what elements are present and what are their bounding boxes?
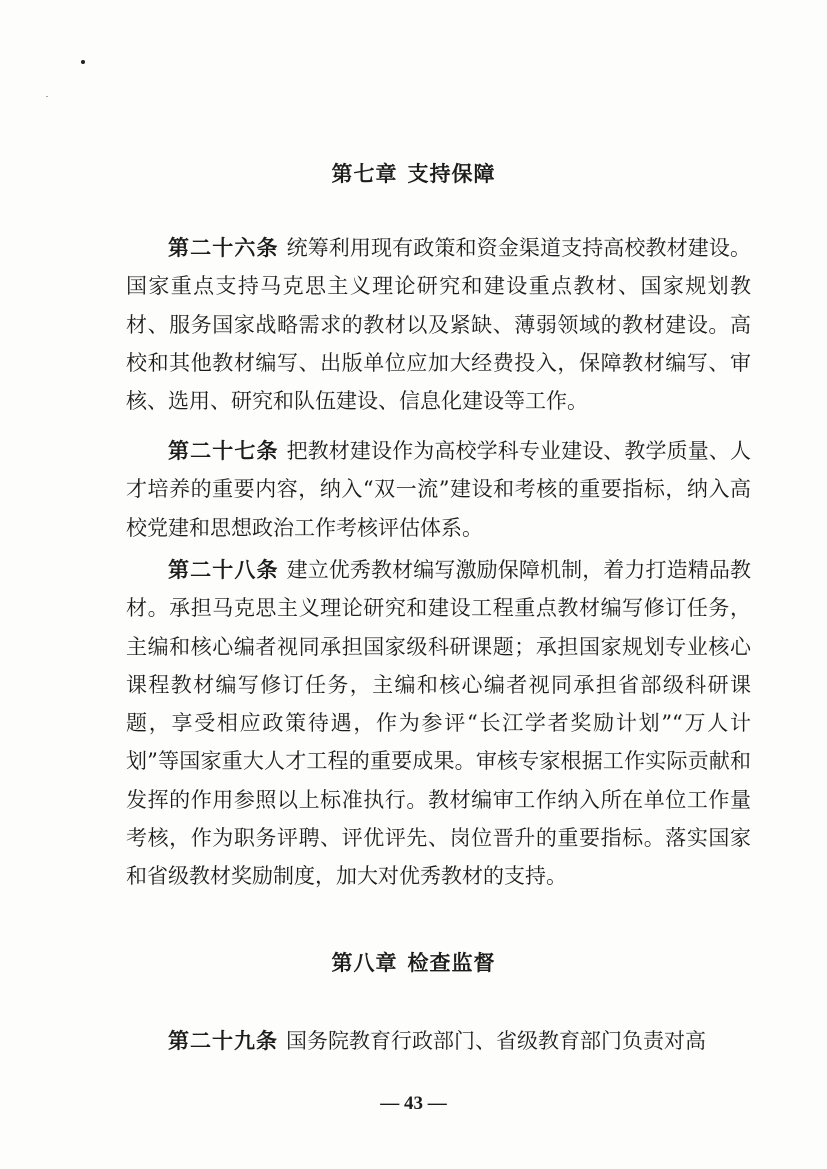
article-label: 第二十六条 [168,236,279,260]
chapter-number: 第八章 [331,951,398,975]
article-paragraph [126,432,751,547]
article-label: 第二十九条 [168,1029,278,1053]
chapter-number: 第七章 [331,162,398,186]
article-paragraph [126,551,751,896]
article-text: 统筹利用现有政策和资金渠道支持高校教材建设。国家重点支持马克思主义理论研究和建设重点教材、国家规划教材、服务国家战略需求的教材以及紧缺、薄弱领域的教材建设。高校和其他教材编写、出版单位应加大经费投入，保障教材编写、审核、选用、研究和队伍建设、信息化建设等工作。 [126,236,751,414]
article-label: 第二十七条 [168,439,279,463]
chapter-heading [0,947,827,977]
chapter-title: 支持保障 [407,162,496,186]
article-text: 建立优秀教材编写激励保障机制，着力打造精品教材。承担马克思主义理论研究和建设工程重点教材编写修订任务，主编和核心编者视同承担国家级科研课题；承担国家规划专业核心课程教材编写修订任务，主编和核心编者视同承担省部级科研课题，享受相应政策待遇，作为参评“长江学者奖励计划”“万人计划”等国家重大人才工程的重要成果。审核专家根据工作实际贡献和发挥的作用参照以上标准执行。教材编审工作纳入所在单位工作量考核，作为职务评聘、评优评先、岗位晋升的重要指标。落实国家和省级教材奖励制度，加大对优秀教材的支持。 [126,558,751,889]
page-number: — 43 — [380,1093,447,1114]
chapter-heading [0,158,827,188]
scan-speck [81,60,85,64]
chapter-title: 检查监督 [407,951,496,975]
article-text: 国务院教育行政部门、省级教育部门负责对高 [286,1029,706,1053]
article-paragraph [126,1022,751,1060]
article-label: 第二十八条 [168,558,279,582]
article-paragraph [126,229,751,420]
scan-speck [46,96,48,97]
article-text: 把教材建设作为高校学科专业建设、教学质量、人才培养的重要内容，纳入“双一流”建设和考核的重要指标，纳入高校党建和思想政治工作考核评估体系。 [126,439,751,540]
